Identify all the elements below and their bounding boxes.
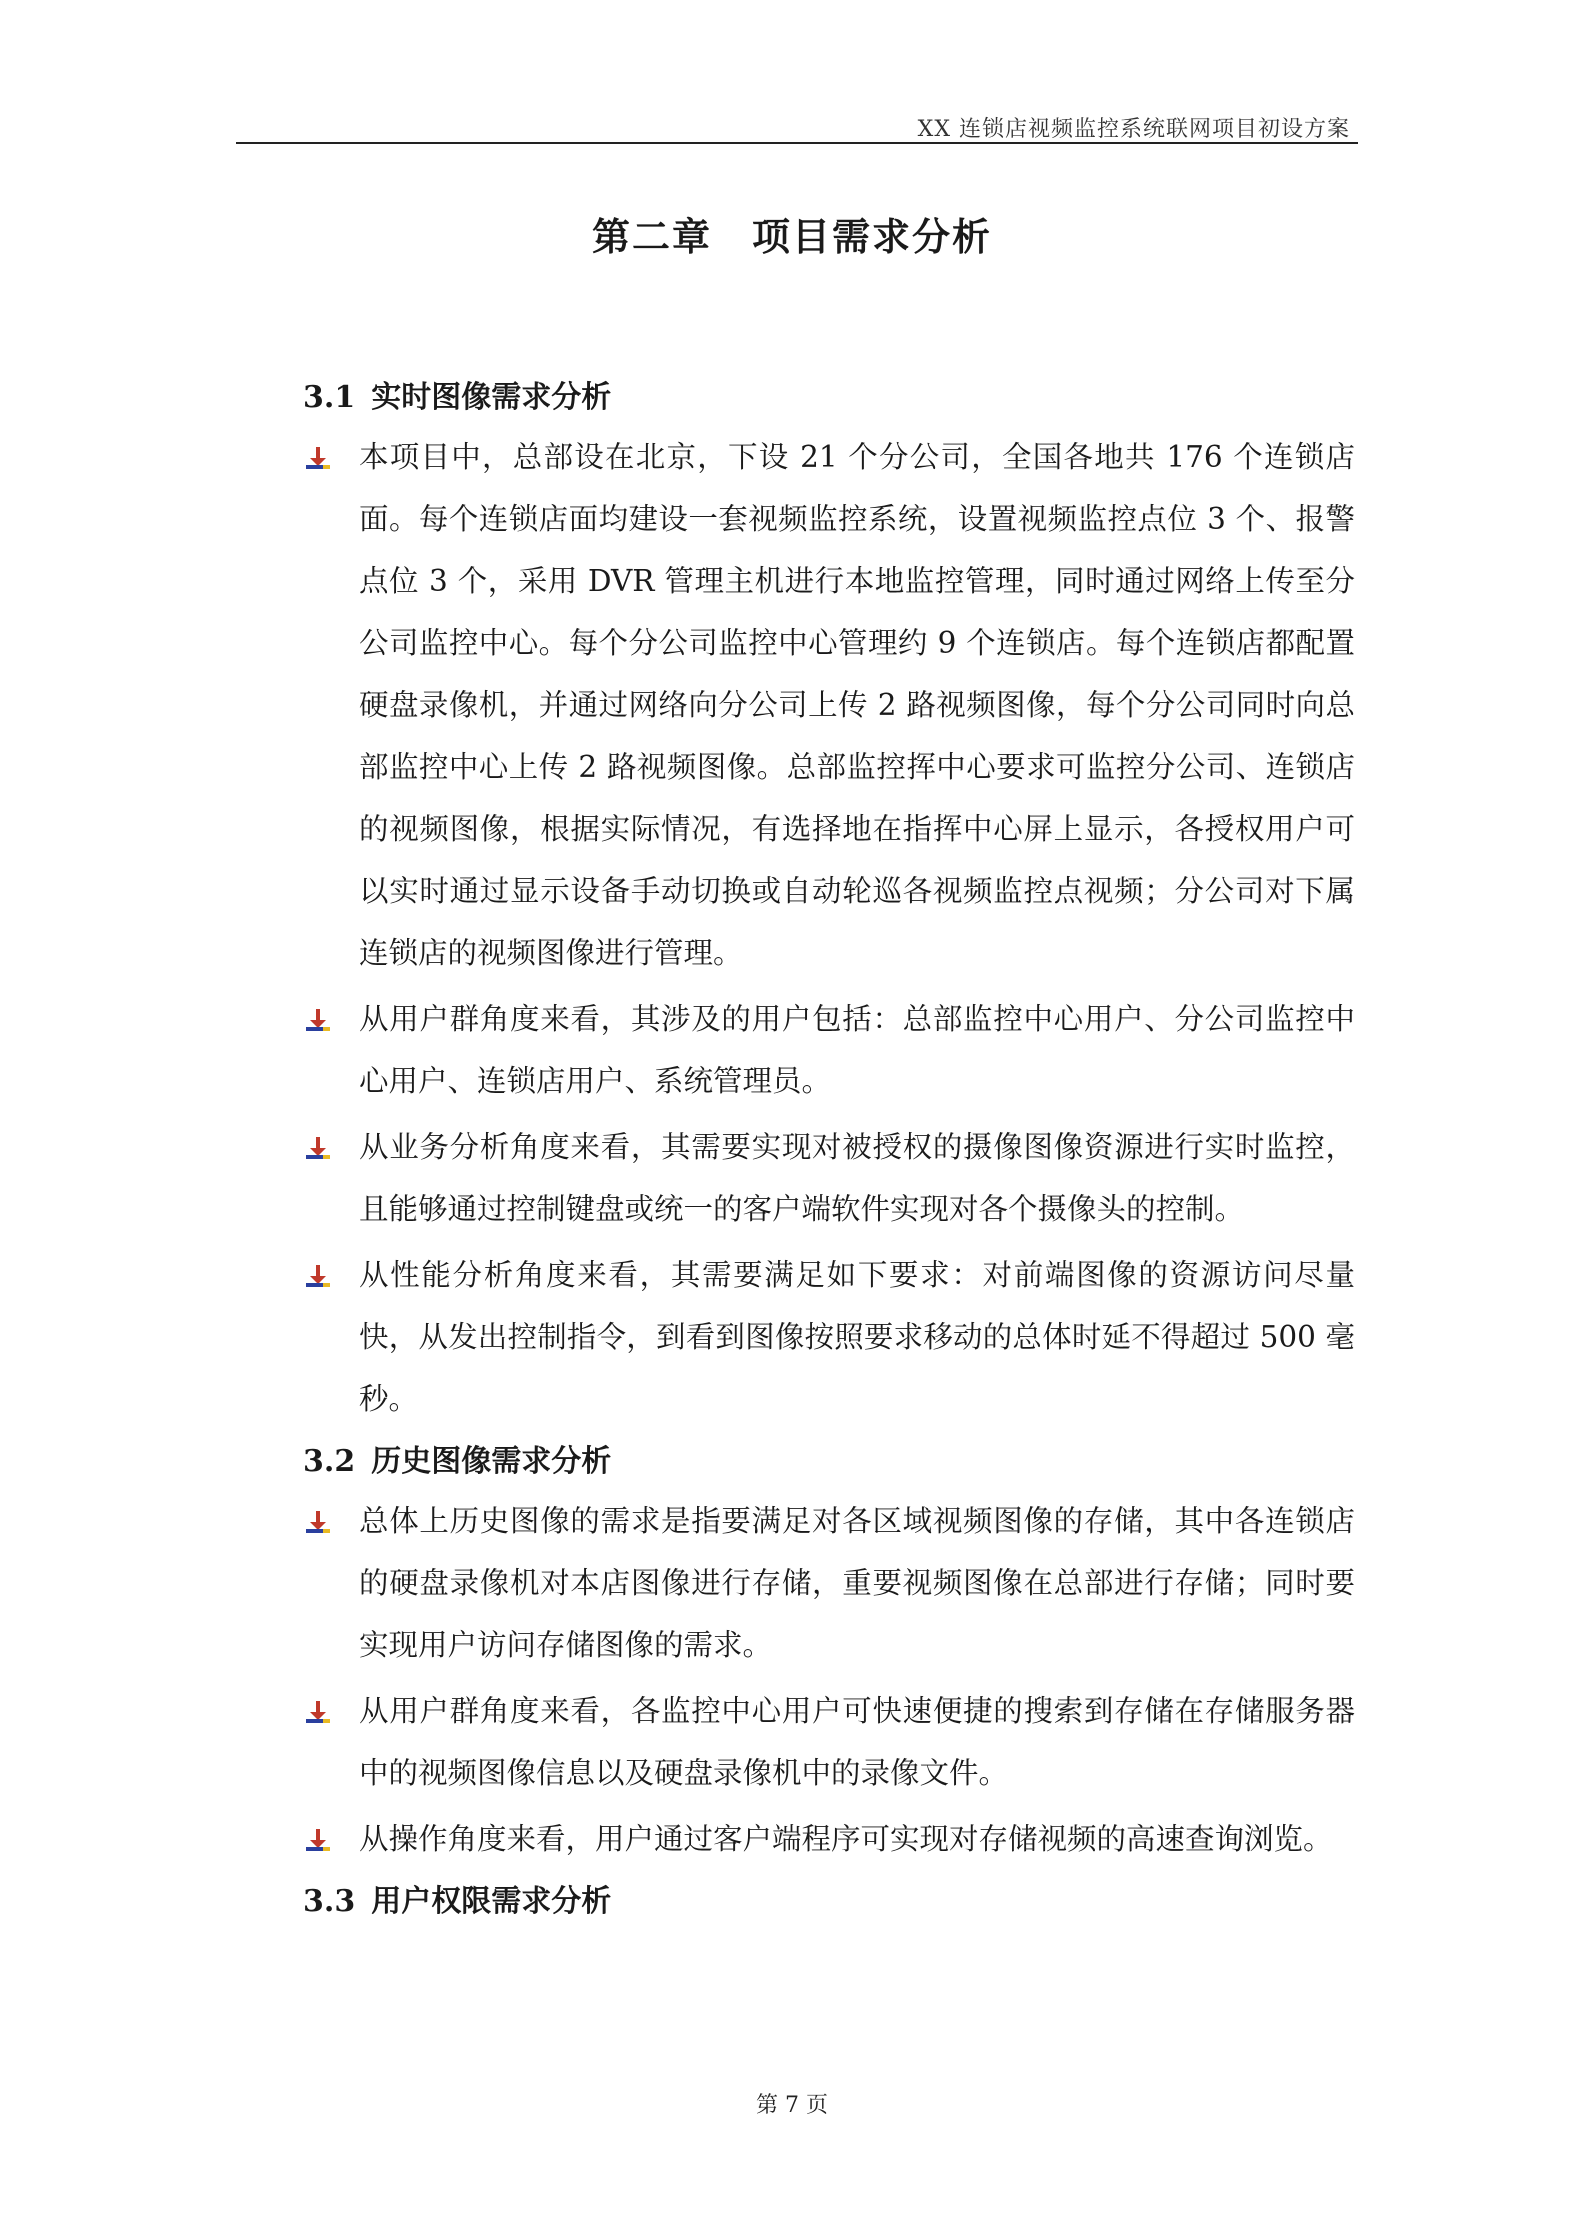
main-content [303,370,1355,1930]
section-heading-3-2 [303,1434,1355,1490]
section-heading-3-1 [303,370,1355,426]
section-number: 3.1 [303,380,356,415]
section-title: 实时图像需求分析 [371,380,612,415]
section-title: 用户权限需求分析 [371,1884,612,1919]
arrow-bullet-icon [305,1700,331,1724]
list-item [303,1116,1355,1240]
list-item-text: 本项目中，总部设在北京，下设 21 个分公司，全国各地共 176 个连锁店面。每个连锁店面均建设一套视频监控系统，设置视频监控点位 3 个、报警点位 3 个，采用 DVR 管理主机进行本地监控管理，同时通过网络上传至分公司监控中心。每个分公司监控中心管理约 9 个连锁店。每个连锁店都配置硬盘录像机，并通过网络向分公司上传 2 路视频图像，每个分公司同时向总部监控中心上传 2 路视频图像。总部监控挥中心要求可监控分公司、连锁店的视频图像，根据实际情况，有选择地在指挥中心屏上显示，各授权用户可以实时通过显示设备手动切换或自动轮巡各视频监控点视频；分公司对下属连锁店的视频图像进行管理。 [359,440,1355,970]
list-item [303,1244,1355,1430]
list-item-text: 从用户群角度来看，其涉及的用户包括：总部监控中心用户、分公司监控中心用户、连锁店用户、系统管理员。 [359,1002,1355,1098]
arrow-bullet-icon [305,1828,331,1852]
list-item [303,1680,1355,1804]
list-item-text: 从性能分析角度来看，其需要满足如下要求：对前端图像的资源访问尽量快，从发出控制指令，到看到图像按照要求移动的总体时延不得超过 500 毫秒。 [359,1258,1355,1416]
arrow-bullet-icon [305,1264,331,1288]
list-item-text: 从用户群角度来看，各监控中心用户可快速便捷的搜索到存储在存储服务器中的视频图像信息以及硬盘录像机中的录像文件。 [359,1694,1355,1790]
document-title: XX 连锁店视频监控系统联网项目初设方案 [917,117,1350,142]
list-item-text: 从操作角度来看，用户通过客户端程序可实现对存储视频的高速查询浏览。 [359,1822,1333,1856]
list-item-text: 从业务分析角度来看，其需要实现对被授权的摄像图像资源进行实时监控，且能够通过控制键盘或统一的客户端软件实现对各个摄像头的控制。 [359,1130,1355,1226]
arrow-bullet-icon [305,446,331,470]
list-item [303,1490,1355,1676]
section-number: 3.3 [303,1884,356,1919]
page-header [236,104,1358,144]
list-item [303,1808,1355,1870]
list-item [303,426,1355,984]
section-heading-3-3 [303,1874,1355,1930]
arrow-bullet-icon [305,1008,331,1032]
page-number: 第 7 页 [756,2093,828,2118]
section-title: 历史图像需求分析 [371,1444,612,1479]
list-item-text: 总体上历史图像的需求是指要满足对各区域视频图像的存储，其中各连锁店的硬盘录像机对本店图像进行存储，重要视频图像在总部进行存储；同时要实现用户访问存储图像的需求。 [359,1504,1355,1662]
chapter-title: 第二章 项目需求分析 [591,214,992,259]
arrow-bullet-icon [305,1136,331,1160]
section-number: 3.2 [303,1444,356,1479]
list-item [303,988,1355,1112]
arrow-bullet-icon [305,1510,331,1534]
